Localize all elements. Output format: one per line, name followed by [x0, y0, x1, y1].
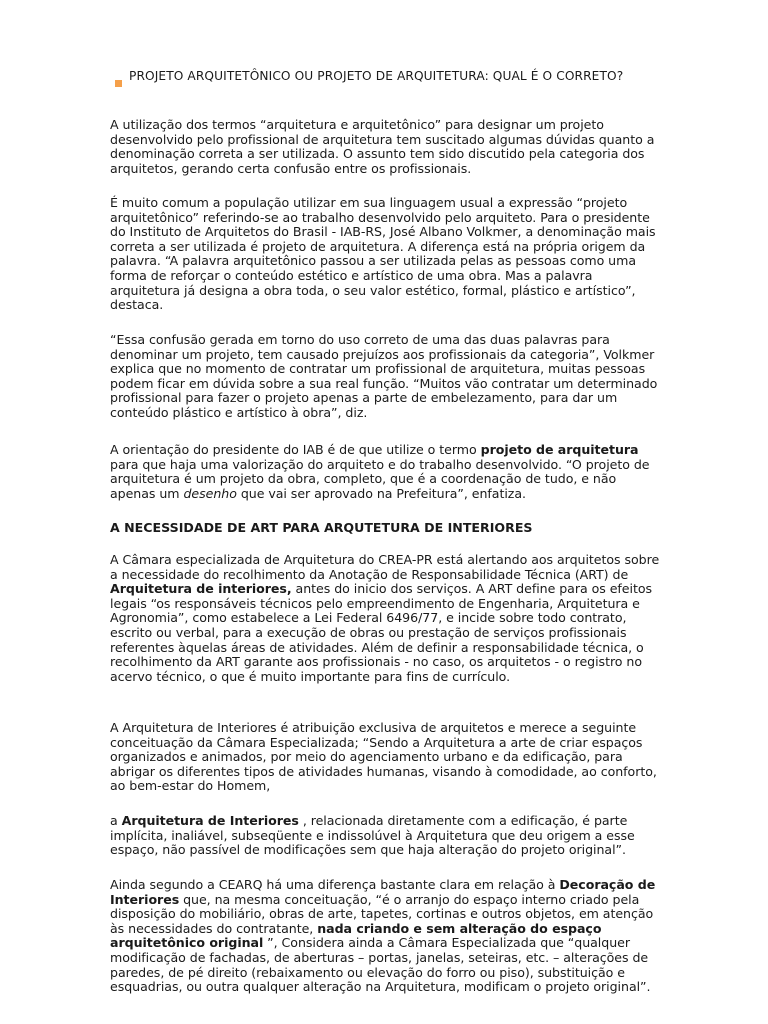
section-heading: A NECESSIDADE DE ART PARA ARQUTETURA DE INTERIORES	[110, 520, 533, 535]
paragraph-7-text-b: , relacionada diretamente com a edificação, é parte implícita, inaliável, subseqüente e indissolúvel à Arquitetura que deu origem a esse espaço, não passível de modificações sem que haja alteração do projeto original”.	[110, 813, 635, 858]
paragraph-8-text-c: ”, Considera ainda a Câmara Especializada que “qualquer modificação de fachadas, de aberturas – portas, janelas, seteiras, etc. – alterações de paredes, de pé direito (rebaixamento ou elevação do forro ou piso), substituição e esquadrias, ou outra qualquer alteração na Arquitetura, modificam o projeto original”.	[110, 935, 651, 995]
paragraph-4-text-c: que vai ser aprovado na Prefeitura”, enfatiza.	[236, 485, 526, 501]
paragraph-8-text-b: que, na mesma conceituação, “é o arranjo do espaço interno criado pela disposição do mobiliário, obras de arte, tapetes, cortinas e outros objetos, em atenção às necessidades do contratante,	[110, 891, 654, 936]
paragraph-5-text-a: A Câmara especializada de Arquitetura do CREA-PR está alertando aos arquitetos sobre a necessidade do recolhimento da Anotação de Responsabilidade Técnica (ART) de	[110, 552, 660, 582]
paragraph-5	[110, 553, 665, 684]
paragraph-7-text-a: a	[110, 813, 122, 828]
paragraph-7-bold-term: Arquitetura de Interiores	[121, 813, 299, 828]
paragraph-3: “Essa confusão gerada em torno do uso correto de uma das duas palavras para denominar um projeto, tem causado prejuízos aos profissionais da categoria”, Volkmer explica que no momento de contratar um profissional de arquitetura, muitas pessoas podem ficar em dúvida sobre a sua real função. “Muitos vão contratar um determinado profissional para fazer o projeto apenas a parte de embelezamento, para dar um conteúdo plástico e artístico à obra”, diz.	[110, 332, 658, 420]
paragraph-7	[110, 814, 665, 858]
paragraph-8-text-a: Ainda segundo a CEARQ há uma diferença bastante clara em relação à	[110, 877, 560, 892]
paragraph-8-bold-term-a: Decoração de Interiores	[110, 877, 656, 907]
paragraph-5-bold-term: Arquitetura de interiores,	[110, 581, 292, 597]
paragraph-5-text-b: antes do inicio dos serviços. A ART define para os efeitos legais “os responsáveis técnicos pelo empreendimento de Engenharia, Arquitetura e Agronomia”, como estabelece a Lei Federal 6496/77, e incide sobre todo contrato, escrito ou verbal, para a execução de obras ou prestação de serviços profissionais referentes àquelas áreas de atividades. Além de definir a responsabilidade técnica, o recolhimento da ART garante aos profissionais - no caso, os arquitetos - o registro no acervo técnico, o que é muito importante para fins de currículo.	[110, 581, 652, 684]
paragraph-4-text-a: A orientação do presidente do IAB é de que utilize o termo	[110, 442, 481, 457]
paragraph-6: A Arquitetura de Interiores é atribuição exclusiva de arquitetos e merece a seguinte conceituação da Câmara Especializada; “Sendo a Arquitetura a arte de criar espaços organizados e animados, por meio do agenciamento urbano e da edificação, para abrigar os diferentes tipos de atividades humanas, visando à comodidade, ao conforto, ao bem-estar do Homem,	[110, 720, 657, 794]
paragraph-1: A utilização dos termos “arquitetura e arquitetônico” para designar um projeto desenvolvido pelo profissional de arquitetura tem suscitado algumas dúvidas quanto a denominação correta a ser utilizada. O assunto tem sido discutido pela categoria dos arquitetos, gerando certa confusão entre os profissionais.	[110, 117, 655, 176]
paragraph-2: É muito comum a população utilizar em sua linguagem usual a expressão “projeto arquitetônico” referindo-se ao trabalho desenvolvido pelo arquiteto. Para o presidente do Instituto de Arquitetos do Brasil - IAB-RS, José Albano Volkmer, a denominação mais correta a ser utilizada é projeto de arquitetura. A diferença está na própria origem da palavra. “A palavra arquitetônico passou a ser utilizada pelas as pessoas como uma forma de reforçar o conteúdo estético e artístico de uma obra. Mas a palavra arquitetura já designa a obra toda, o seu valor estético, formal, plástico e artístico”, destaca.	[110, 195, 656, 313]
title-block	[115, 69, 635, 84]
paragraph-4-italic-term: desenho	[183, 485, 237, 501]
paragraph-4-bold-term: projeto de arquitetura	[480, 442, 639, 457]
paragraph-8	[110, 878, 665, 995]
orange-bullet-icon	[115, 80, 122, 87]
page-title: PROJETO ARQUITETÔNICO OU PROJETO DE ARQUITETURA: QUAL É O CORRETO?	[129, 69, 624, 83]
paragraph-4-text-b: para que haja uma valorização do arquiteto e do trabalho desenvolvido. “O projeto de arquitetura é um projeto da obra, completo, que é a coordenação de tudo, e não apenas um	[110, 456, 650, 501]
paragraph-8-bold-term-b: nada criando e sem alteração do espaço arquitetônico original	[110, 920, 602, 951]
paragraph-4	[110, 443, 665, 501]
